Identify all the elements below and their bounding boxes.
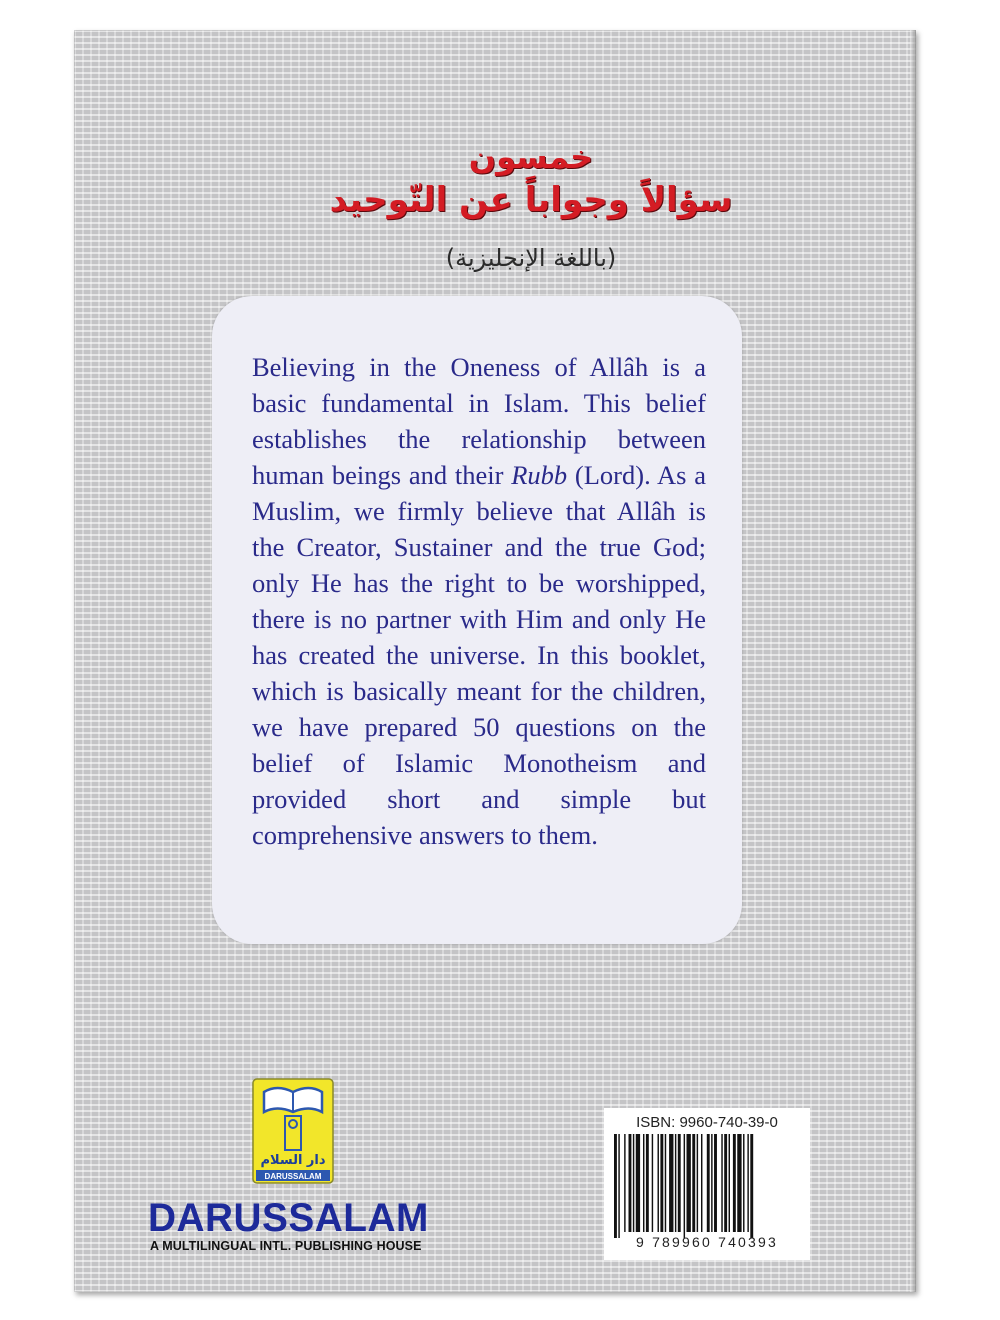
barcode-bar bbox=[636, 1134, 640, 1232]
barcode-bar bbox=[652, 1134, 653, 1232]
arabic-subtitle: (باللغة الإنجليزية) bbox=[445, 244, 617, 272]
blurb-text-part-1: Believing in the Oneness of Allâh is a basic fundamental in Islam. This belief establishes the relationship between human beings and their bbox=[252, 352, 706, 490]
barcode-bar bbox=[697, 1134, 698, 1232]
arabic-title-line-2: سؤالاً وجواباً عن التّوحيد bbox=[329, 180, 733, 220]
barcode-bar bbox=[743, 1134, 744, 1232]
barcode-bar bbox=[750, 1134, 753, 1238]
darussalam-logo-icon bbox=[252, 1078, 334, 1184]
logo-arabic-text: دار السلام bbox=[260, 1153, 326, 1168]
publisher-name: DARUSSALAM bbox=[148, 1196, 429, 1240]
barcode-bar bbox=[711, 1134, 712, 1232]
barcode-bar bbox=[675, 1134, 676, 1232]
barcode-bar bbox=[724, 1134, 727, 1232]
blurb-panel bbox=[212, 296, 742, 944]
barcode-bar bbox=[707, 1134, 710, 1232]
barcode-bar bbox=[729, 1134, 730, 1232]
barcode-bar bbox=[747, 1134, 748, 1232]
barcode-bar bbox=[701, 1134, 702, 1232]
blurb-text-part-2: (Lord). As a Muslim, we firmly believe that Allâh is the Creator, Sustainer and the true God; only He has the right to be worshipped, there is no partner with Him and only He has created the universe. In this booklet, which is basically meant for the children, we have prepared 50 questions on the belief of Islamic Monotheism and provided short and simple but comprehensive answers to them. bbox=[252, 460, 706, 850]
barcode-bar bbox=[633, 1134, 634, 1232]
barcode-bar bbox=[721, 1134, 722, 1232]
barcode-bar bbox=[737, 1134, 741, 1232]
isbn-label: ISBN: 9960-740-39-0 bbox=[636, 1114, 778, 1131]
barcode-bar bbox=[714, 1134, 717, 1232]
publisher-tagline: A MULTILINGUAL INTL. PUBLISHING HOUSE bbox=[150, 1239, 422, 1253]
arabic-title-line-1: خمسون bbox=[468, 138, 594, 176]
barcode-bar bbox=[733, 1134, 736, 1232]
barcode-bar bbox=[692, 1134, 695, 1232]
barcode-bar bbox=[660, 1134, 663, 1232]
barcode-bar bbox=[678, 1134, 681, 1232]
barcode-bar bbox=[687, 1134, 691, 1232]
barcode-bar bbox=[614, 1134, 617, 1238]
blurb-italic-word: Rubb bbox=[511, 460, 568, 490]
barcode-bar bbox=[646, 1134, 649, 1232]
barcode-bar bbox=[624, 1134, 625, 1232]
barcode-digits: 9 789960 740393 bbox=[636, 1234, 778, 1250]
barcode-bar bbox=[658, 1134, 659, 1232]
barcode-bar bbox=[684, 1134, 685, 1238]
cover-edge bbox=[910, 30, 916, 1292]
barcode-bar bbox=[669, 1134, 673, 1232]
barcode-bar bbox=[629, 1134, 632, 1232]
isbn-barcode-box bbox=[604, 1108, 810, 1260]
logo-caption: DARUSSALAM bbox=[264, 1172, 322, 1181]
blurb-text bbox=[252, 349, 706, 853]
barcode-bar bbox=[665, 1134, 666, 1232]
barcode-bar bbox=[618, 1134, 619, 1238]
barcode-bar bbox=[643, 1134, 644, 1232]
book-back-cover bbox=[74, 30, 916, 1292]
